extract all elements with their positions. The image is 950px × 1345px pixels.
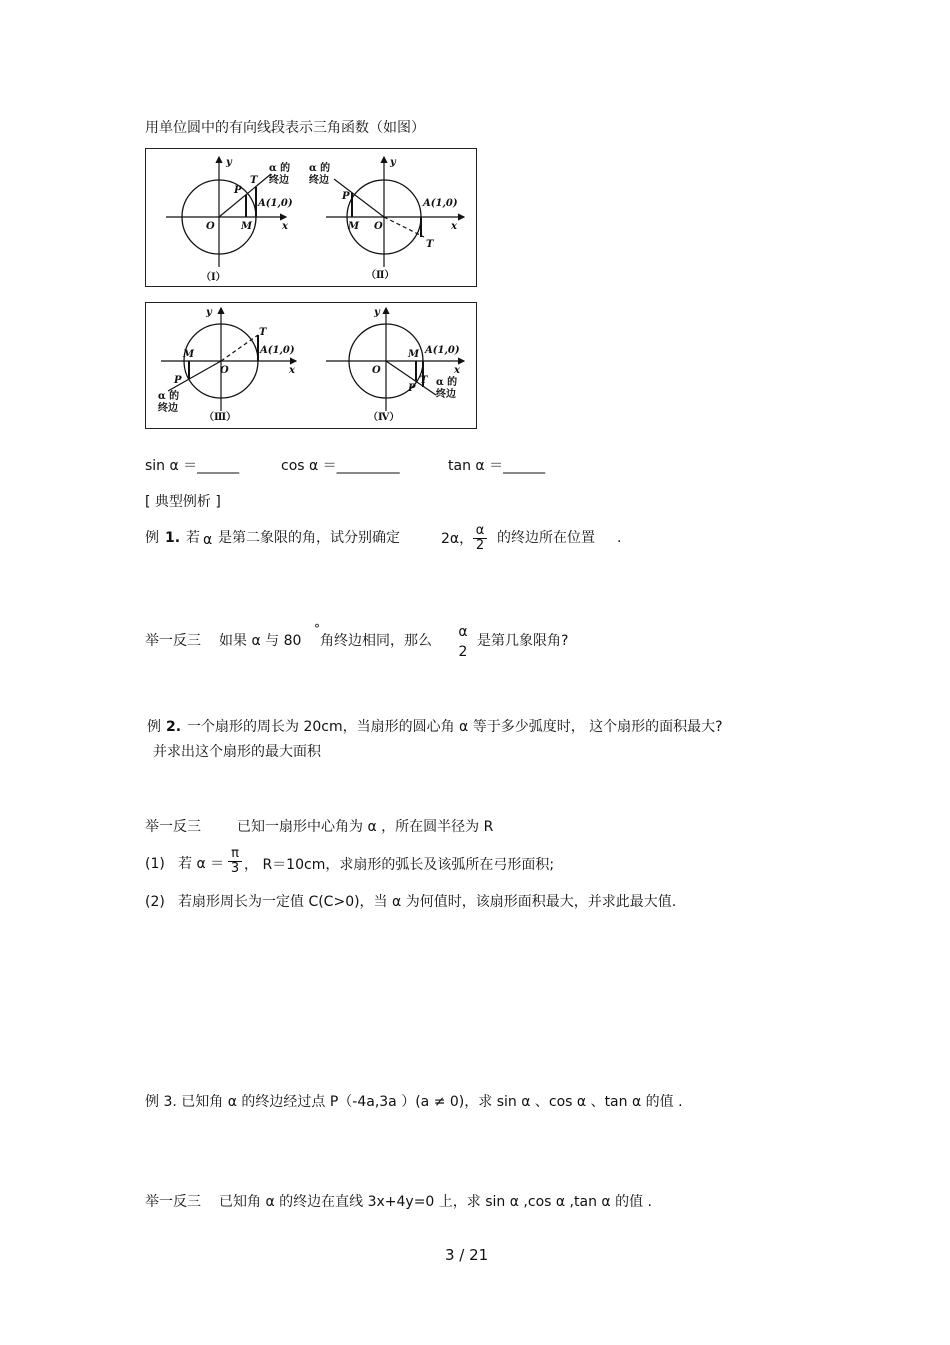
drill2-item1-frac-den: 3: [228, 861, 242, 876]
sin-blank: sin α ＝______: [145, 458, 240, 474]
fig1-caption: （Ⅰ）: [201, 272, 226, 283]
ex2-prefix: 例: [147, 719, 161, 735]
ex1-frac-den: 2: [473, 538, 487, 553]
fig2-o-label: O: [374, 221, 383, 232]
drill3-label: 举一反三: [145, 1194, 201, 1210]
drill3-text: 已知角 α 的终边在直线 3x+4y=0 上，求 sin α ,cos α ,tan α 的值 .: [219, 1194, 652, 1210]
ex1-fraction: [473, 524, 487, 553]
fig1-m-label: M: [241, 221, 253, 232]
drill1-degree: °: [314, 622, 320, 636]
fig4-t-label: T: [420, 375, 428, 386]
fig1-alpha-line2: 终边: [269, 175, 289, 186]
fig4-alpha-line1: α 的: [436, 377, 458, 388]
ex1-two-alpha: 2α，: [441, 531, 474, 547]
drill2-item1-num: (1): [145, 856, 165, 872]
drill2-item1-a: 若 α ＝: [178, 856, 225, 872]
drill1-fraction: [455, 622, 471, 662]
figure-2: [309, 157, 464, 281]
fig2-alpha-line1: α 的: [309, 163, 331, 174]
fig2-t-label: T: [426, 239, 434, 250]
ex1-num: 1.: [165, 530, 181, 546]
drill1-text-a: 如果 α 与 80: [219, 633, 302, 649]
fig3-t-label: T: [259, 327, 267, 338]
fig4-alpha-line2: 终边: [436, 389, 456, 400]
tan-blank: tan α ＝______: [448, 458, 546, 474]
fig1-y-label: y: [226, 157, 232, 168]
fig4-m-label: M: [408, 349, 420, 360]
figure-3: [158, 307, 296, 423]
fig1-t-label: T: [250, 175, 258, 186]
unit-circle-figure-bottom: [145, 302, 477, 429]
ex1-prefix: 例: [145, 530, 159, 546]
drill1-label: 举一反三: [145, 633, 201, 649]
fig4-a-label: A(1,0): [425, 345, 460, 356]
drill2-text: 已知一扇形中心角为 α ，所在圆半径为 R: [237, 819, 494, 835]
ex2-num: 2.: [166, 719, 182, 735]
fig4-caption: （Ⅳ）: [368, 412, 400, 423]
fig2-alpha-line2: 终边: [309, 175, 329, 186]
drill2-label: 举一反三: [145, 819, 201, 835]
page-number: 3 / 21: [445, 1246, 489, 1264]
fig2-p-label: P: [342, 191, 350, 202]
fig4-x-label: x: [454, 365, 460, 376]
fig2-a-label: A(1,0): [423, 198, 458, 209]
drill2-item2-num: (2): [145, 894, 165, 910]
fig1-x-label: x: [282, 221, 288, 232]
fig1-a-label: A(1,0): [258, 198, 293, 209]
fig1-o-label: O: [206, 221, 215, 232]
drill2-item1-frac-num: π: [231, 846, 239, 861]
ex1-end: .: [617, 530, 622, 546]
fig3-x-label: x: [289, 365, 295, 376]
ex1-text-a: 若: [186, 530, 200, 546]
fig4-p-label: P: [408, 383, 416, 394]
drill1-text-c: 是第几象限角?: [477, 633, 569, 649]
cos-blank: cos α ＝_________: [281, 458, 400, 474]
fig3-alpha-line2: 终边: [158, 403, 178, 414]
ex1-text-b: 是第二象限的角，试分别确定: [218, 530, 400, 546]
unit-circle-figure-top: [145, 148, 477, 287]
drill1-frac-den: 2: [458, 644, 468, 660]
fig4-o-label: O: [372, 365, 381, 376]
fig1-alpha-line1: α 的: [269, 163, 291, 174]
figure-4: [326, 307, 464, 423]
fig3-o-label: O: [220, 365, 229, 376]
fig3-a-label: A(1,0): [260, 345, 295, 356]
drill2-item1-b: ， R＝10cm，求扇形的弧长及该弧所在弓形面积;: [244, 857, 555, 873]
ex1-frac-num: α: [475, 523, 485, 538]
fig3-p-label: P: [174, 375, 182, 386]
drill2-item1-fraction: [228, 847, 242, 876]
section-heading: [ 典型例析 ]: [145, 494, 221, 510]
ex2-line1: 一个扇形的周长为 20cm，当扇形的圆心角 α 等于多少弧度时， 这个扇形的面积最大?: [187, 719, 723, 735]
intro-text: 用单位圆中的有向线段表示三角函数（如图）: [145, 120, 425, 136]
fig2-y-label: y: [390, 157, 396, 168]
fig3-m-label: M: [183, 349, 195, 360]
fig2-m-label: M: [348, 221, 360, 232]
fig4-y-label: y: [374, 307, 380, 318]
ex2-line2: 并求出这个扇形的最大面积: [153, 744, 321, 760]
fig1-p-label: P: [234, 185, 242, 196]
fig3-y-label: y: [206, 307, 212, 318]
drill2-item2-text: 若扇形周长为一定值 C(C>0)，当 α 为何值时，该扇形面积最大，并求此最大值.: [178, 894, 677, 910]
fig3-caption: （Ⅲ）: [204, 412, 237, 423]
fig2-caption: （Ⅱ）: [366, 270, 395, 281]
fig2-x-label: x: [451, 221, 457, 232]
drill1-text-b: 角终边相同，那么: [320, 633, 432, 649]
fig3-alpha-line1: α 的: [158, 391, 180, 402]
ex1-text-c: 的终边所在位置: [497, 530, 595, 546]
ex3-text: 例 3. 已知角 α 的终边经过点 P（-4a,3a ）(a ≠ 0)，求 sin α 、cos α 、tan α 的值 .: [145, 1094, 683, 1110]
ex1-alpha: α: [203, 532, 213, 548]
figure-1: [166, 157, 293, 283]
drill1-frac-num: α: [458, 624, 468, 640]
